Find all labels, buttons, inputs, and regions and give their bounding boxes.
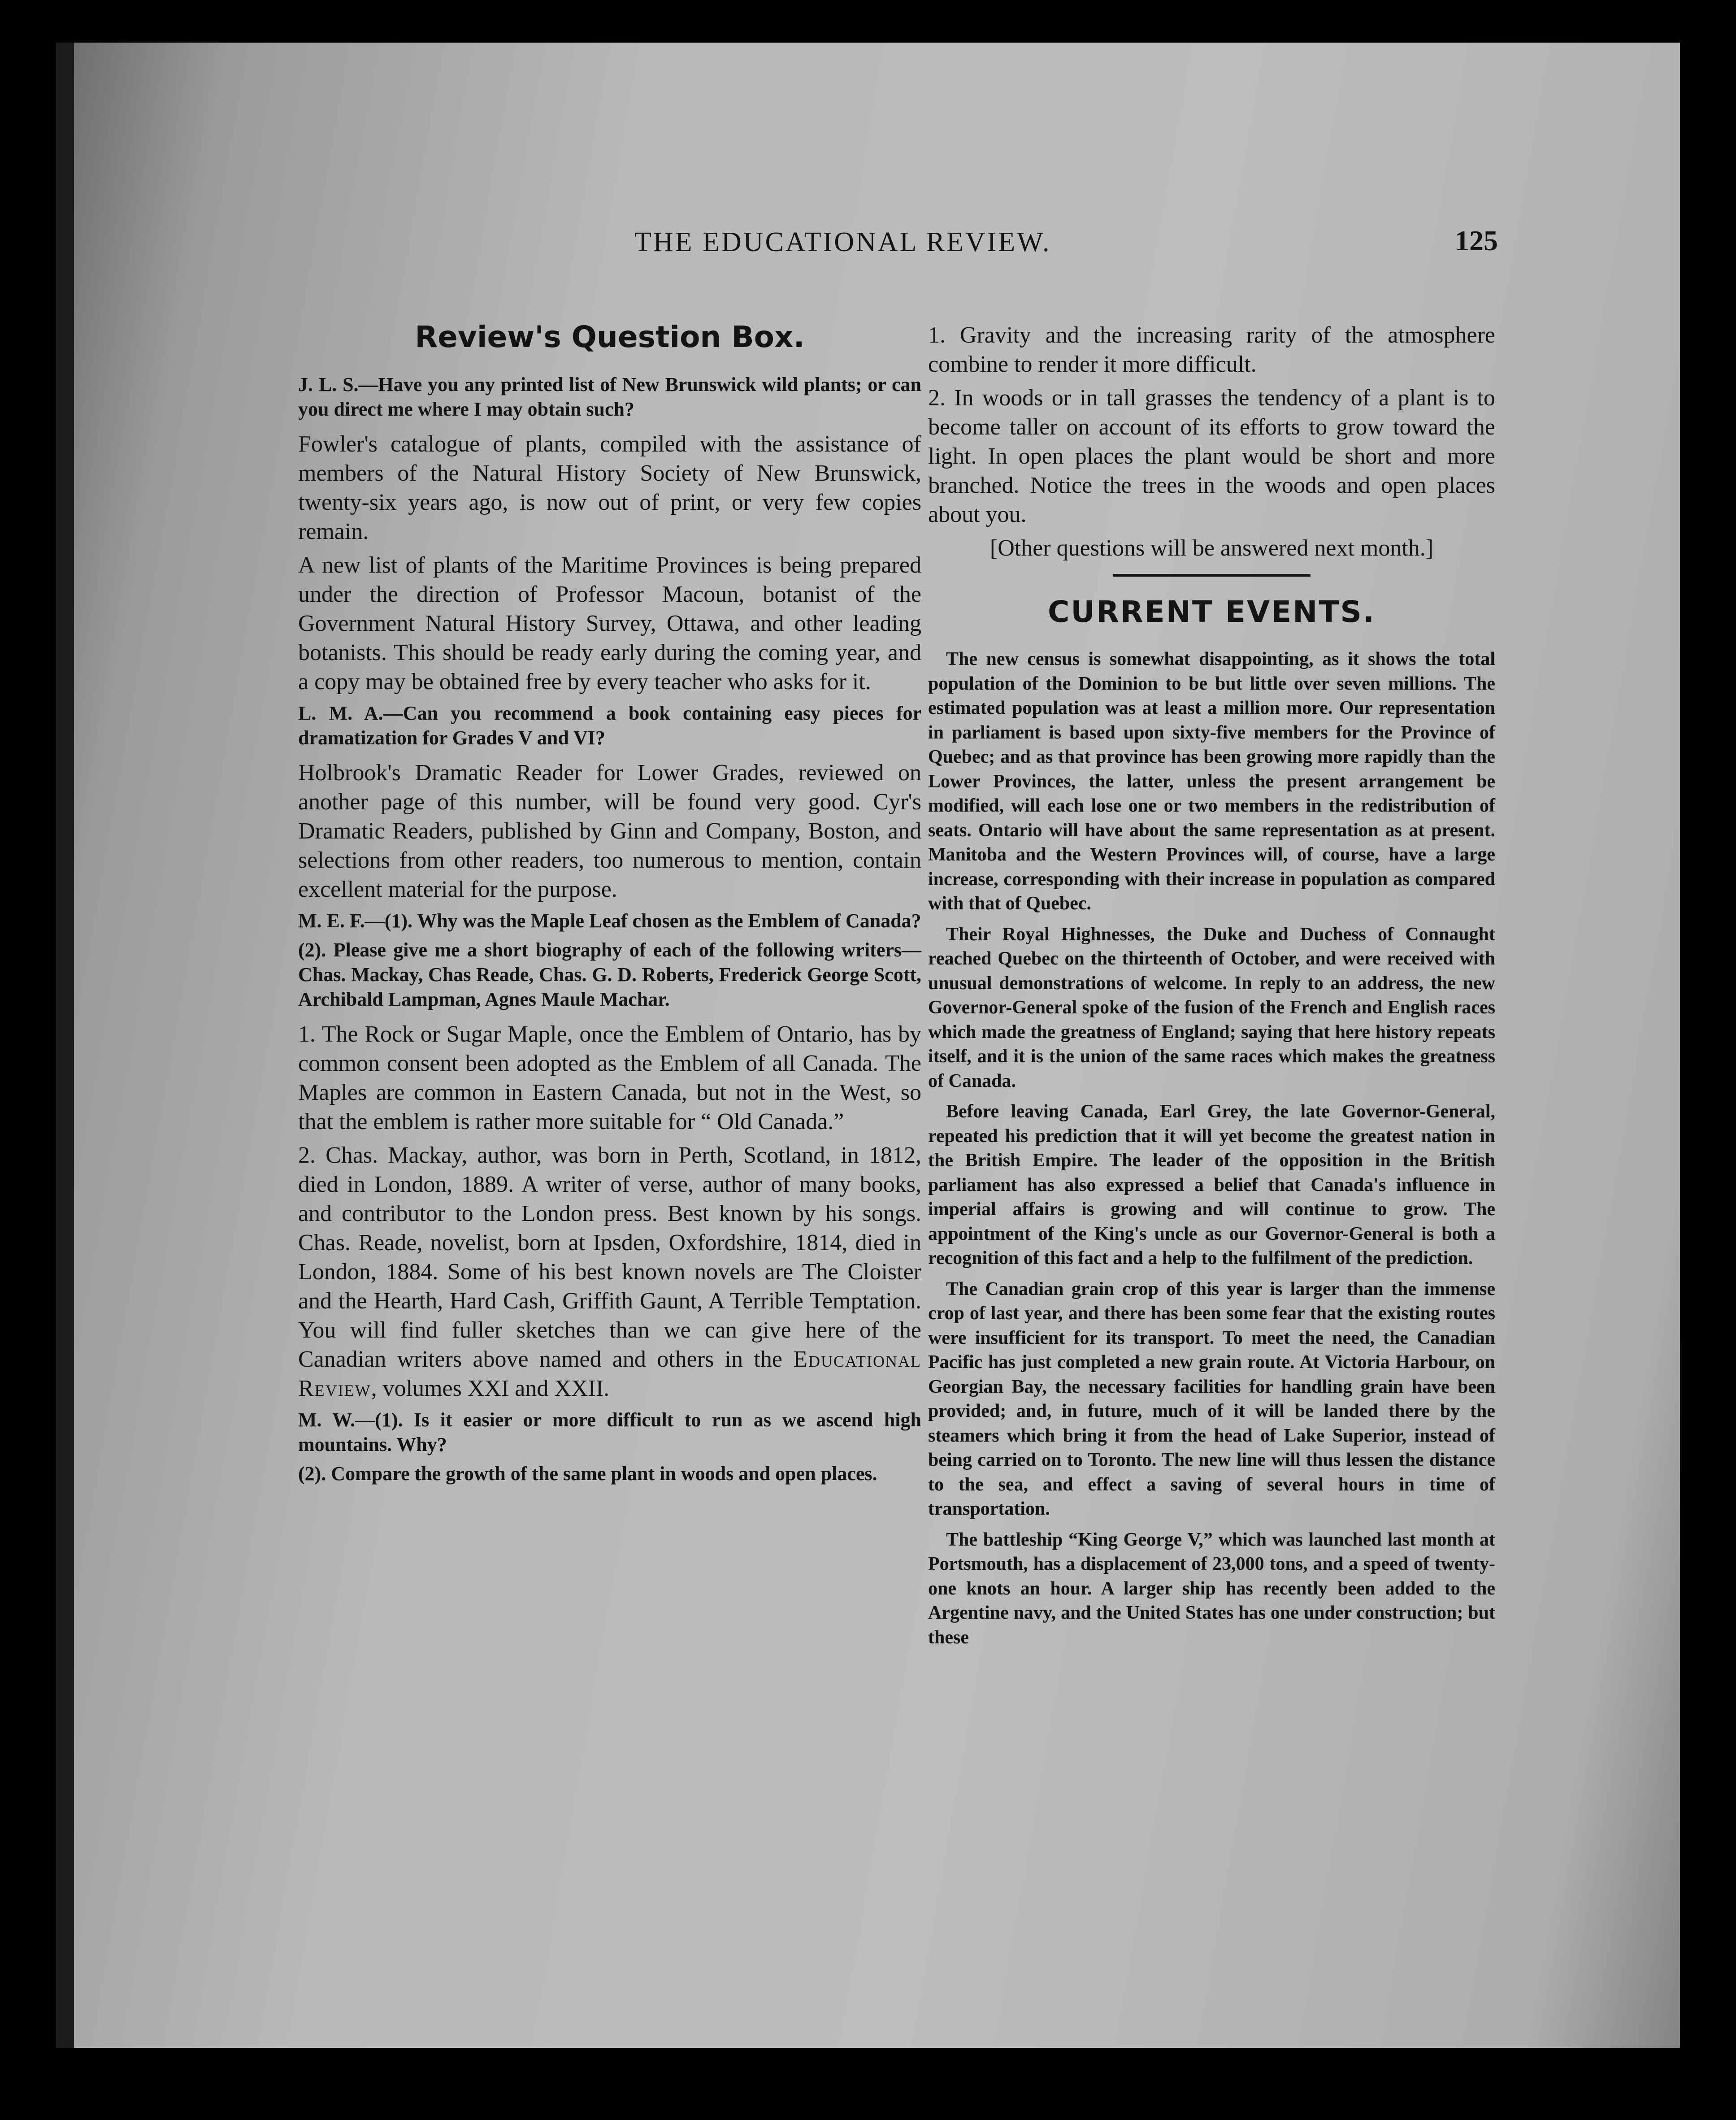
event-census: The new census is somewhat disappointing, as it shows the total population of the Dominion to be but little over seven millions. The estimated population was at least a million more. Our representation in parliament is based upon sixty-five members for the Province of Quebec; and as that province has been growing more rapidly than the Lower Provinces, the latter, unless the present arrangement be modified, will each lose one or two members in the redistribution of seats. Ontario will have about the same representation as at present. Manitoba and the Western Provinces will, of course, have a large increase, corresponding with their increase in population as compared with that of Quebec. — [928, 649, 1495, 914]
left-column — [298, 312, 921, 1494]
event-grain-crop: The Canadian grain crop of this year is larger than the immense crop of last year, and there has been some fear that the existing routes were insufficient for its transport. To meet the need, the Canadian Pacific has just completed a new grain route. At Victoria Harbour, on Georgian Bay, the necessary facilities for handling grain have been provided; and, in future, much of it will be landed there by the steamers which bring it from the head of Lake Superior, instead of being carried on to Toronto. The new line will thus lessen the distance to the sea, and effect a saving of several hours in time of transportation. — [928, 1278, 1495, 1519]
journal-name: Educational Review — [298, 1347, 922, 1401]
running-title: THE EDUCATIONAL REVIEW. — [634, 227, 1051, 257]
question-lma: L. M. A.—Can you recommend a book containing easy pieces for dramatization for Grades V and VI? — [298, 702, 921, 749]
current-events-title: CURRENT EVENTS. — [1047, 595, 1376, 629]
answer-mef-1: 1. The Rock or Sugar Maple, once the Emblem of Ontario, has by common consent been adopted as the Emblem of all Canada. The Maples are common in Eastern Canada, but not in the West, so that the emblem is rather more suitable for “ Old Canada.” — [298, 1021, 921, 1134]
section-divider — [1113, 574, 1311, 577]
editor-note: [Other questions will be answered next month.] — [990, 535, 1434, 561]
answer-mef-2 — [298, 1141, 921, 1403]
answer-jls-p2: A new list of plants of the Maritime Provinces is being prepared under the direction of Professor Macoun, botanist of the Government Natural History Survey, Ottawa, and other leading botanists. This should be ready early during the coming year, and a copy may be obtained free by every teacher who asks for it. — [298, 552, 921, 695]
right-column — [928, 321, 1495, 1656]
question-mw-1: M. W.—(1). Is it easier or more difficult to run as we ascend high mountains. Why? — [298, 1409, 921, 1455]
question-jls: J. L. S.—Have you any printed list of New Brunswick wild plants; or can you direct me where I may obtain such? — [298, 374, 921, 420]
answer-jls-p1: Fowler's catalogue of plants, compiled with the assistance of members of the Natural History Society of New Brunswick, twenty-six years ago, is now out of print, or very few copies remain. — [298, 431, 921, 544]
answer-mef-2-text: 2. Chas. Mackay, author, was born in Perth, Scotland, in 1812, died in London, 1889. A writer of verse, author of many books, and contributor to the London press. Best known by his songs. Chas. Reade, novelist, born at Ipsden, Oxfordshire, 1814, died in London, 1884. Some of his best known novels are The Cloister and the Hearth, Hard Cash, Griffith Gaunt, A Terrible Temptation. You will find fuller sketches than we can give here of the Canadian writers above named and others in the — [298, 1143, 921, 1372]
question-mef-2: (2). Please give me a short biography of each of the following writers—Chas. Mackay, Chas Reade, Chas. G. D. Roberts, Frederick George Scott, Archibald Lampman, Agnes Maule Machar. — [298, 939, 921, 1010]
answer-mw-1: 1. Gravity and the increasing rarity of the atmosphere combine to render it more difficult. — [928, 322, 1495, 377]
answer-mw-2: 2. In woods or in tall grasses the tendency of a plant is to become taller on account of its efforts to grow toward the light. In open places the plant would be short and more branched. Notice the trees in the woods and open places about you. — [928, 385, 1495, 527]
event-earl-grey: Before leaving Canada, Earl Grey, the late Governor-General, repeated his prediction that it will yet become the greatest nation in the British Empire. The leader of the opposition in the British parliament has also expressed a belief that Canada's influence in imperial affairs is growing and will continue to grow. The appointment of the King's uncle as our Governor-General is both a recognition of this fact and a help to the fulfilment of the prediction. — [928, 1101, 1495, 1269]
question-mef-1: M. E. F.—(1). Why was the Maple Leaf chosen as the Emblem of Canada? — [298, 910, 921, 932]
event-battleship: The battleship “King George V,” which was launched last month at Portsmouth, has a displacement of 23,000 tons, and a speed of twenty-one knots an hour. A larger ship has recently been added to the Argentine navy, and the United States has one under construction; but these — [928, 1529, 1495, 1648]
question-box-title: Review's Question Box. — [415, 320, 805, 354]
answer-lma: Holbrook's Dramatic Reader for Lower Grades, reviewed on another page of this number, will be found very good. Cyr's Dramatic Readers, published by Ginn and Company, Boston, and selections from other readers, too numerous to mention, contain excellent material for the purpose. — [298, 760, 921, 902]
page-number: 125 — [1455, 225, 1498, 256]
magazine-page — [56, 43, 1680, 2048]
event-connaught: Their Royal Highnesses, the Duke and Duchess of Connaught reached Quebec on the thirteenth of October, and were received with unusual demonstrations of welcome. In reply to an address, the new Governor-General spoke of the fusion of the French and English races which made the greatness of England; saying that here history repeats itself, and it is the union of the same races which makes the greatness of Canada. — [928, 924, 1495, 1091]
answer-mef-2-end: , volumes XXI and XXII. — [371, 1376, 610, 1401]
question-mw-2: (2). Compare the growth of the same plant in woods and open places. — [298, 1463, 877, 1485]
